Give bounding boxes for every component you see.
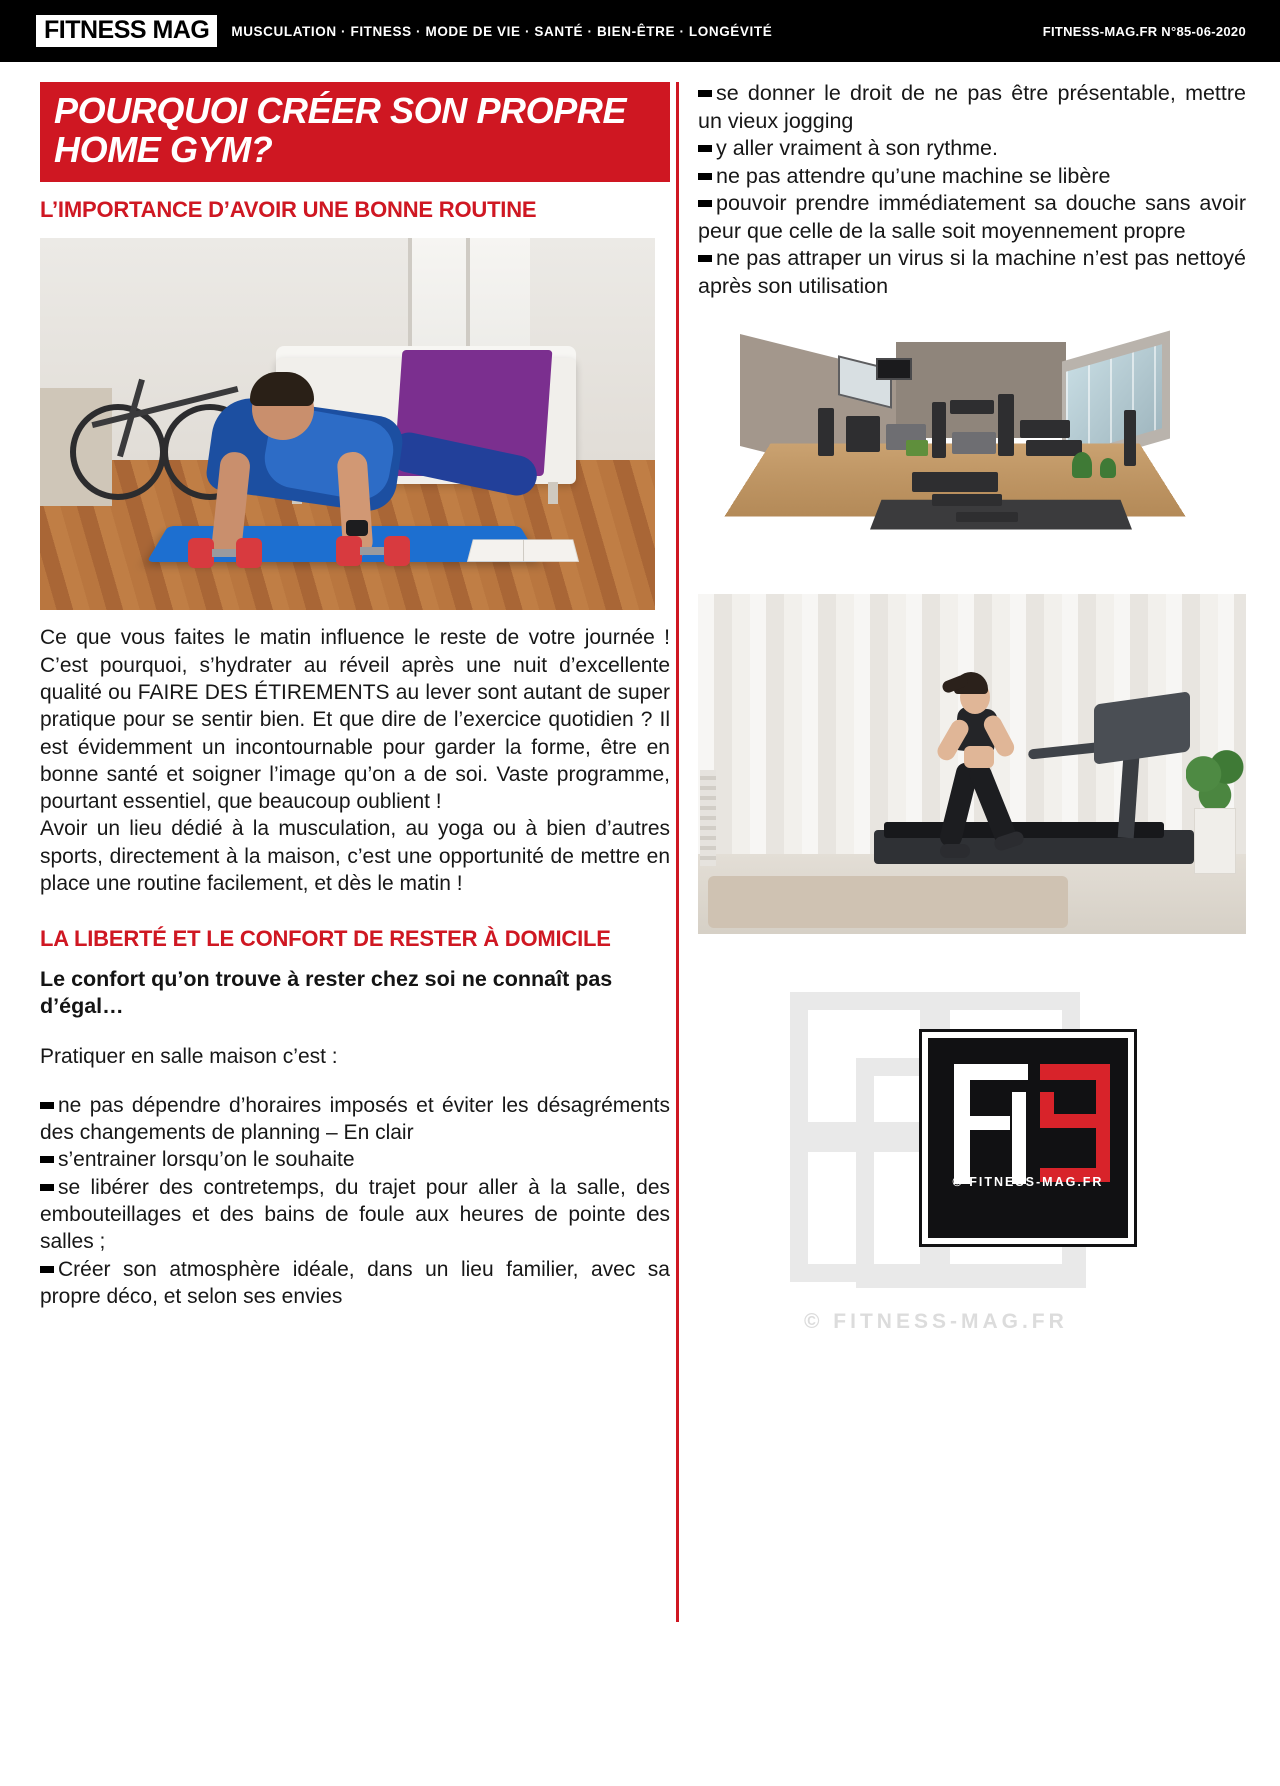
dash-bullet-icon (698, 255, 712, 262)
list-item (698, 135, 1246, 163)
list-item-text: s’entrainer lorsqu’on le souhaite (58, 1148, 355, 1172)
gym-machine (818, 408, 834, 456)
gym-tv-screen (876, 358, 912, 380)
paragraph-1: Ce que vous faites le matin influence le reste de votre journée ! C’est pourquoi, s’hydrater au réveil après une nuit d’excellente qualité ou FAIRE DES ÉTIREMENTS au lever sont autant de super pratique pour se sentir bien. Et que dire de l’exercice quotidien ? Il est évidemment un incontournable pour garder la forme, être en bonne santé et soigner l’image qu’on a de soi. Vaste programme, pourtant essentiel, que beaucoup oublient ! (40, 626, 670, 814)
list-item-text: y aller vraiment à son rythme. (716, 136, 998, 161)
gym-bench-press (912, 472, 998, 492)
hero-photo (40, 238, 655, 610)
list-item (40, 1146, 670, 1173)
runner-shoe-left (940, 844, 970, 858)
dash-bullet-icon (40, 1266, 54, 1273)
watermark-logo (790, 992, 1220, 1392)
list-item (698, 80, 1246, 135)
gym-weight-plates (956, 512, 1018, 522)
list-item-text: se libérer des contretemps, du trajet pour aller à la salle, des embouteillages et des bains de foule aux heures de pointe des salles ; (40, 1175, 670, 1254)
subheading-routine: L’IMPORTANCE D’AVOIR UNE BONNE ROUTINE (40, 196, 537, 222)
dash-bullet-icon (698, 173, 712, 180)
list-item (698, 163, 1246, 191)
bullet-list-right (698, 80, 1246, 300)
bullet-list-left (40, 1092, 670, 1310)
dash-bullet-icon (40, 1184, 54, 1191)
right-column (698, 80, 1246, 1392)
gym-rack (932, 402, 946, 458)
list-item-text: se donner le droit de ne pas être présentable, mettre un vieux jogging (698, 81, 1246, 133)
hero-sofa-leg (548, 482, 558, 504)
gym-treadmill (1026, 440, 1082, 456)
list-item (40, 1092, 670, 1147)
runner-midriff (964, 746, 994, 768)
masthead-issue: FITNESS-MAG.FR N°85-06-2020 (1042, 23, 1246, 39)
dash-bullet-icon (698, 145, 712, 152)
dash-bullet-icon (40, 1156, 54, 1163)
gym-mat (906, 440, 928, 456)
article-title-wrap (40, 82, 670, 182)
list-item-text: ne pas dépendre d’horaires imposés et éviter les désagréments des changements de planning – En clair (40, 1093, 670, 1145)
list-item-text: ne pas attendre qu’une machine se libère (716, 163, 1111, 188)
list-item (698, 245, 1246, 300)
page-body (0, 62, 1280, 1786)
brand-badge-caption: © FITNESS-MAG.FR (952, 1175, 1104, 1190)
list-item (40, 1174, 670, 1256)
treadmill-photo (698, 594, 1246, 934)
dash-bullet-icon (40, 1102, 54, 1109)
potted-plant-pot (1194, 808, 1236, 874)
dash-bullet-icon (698, 200, 712, 207)
gym-machine (846, 416, 880, 452)
list-item (40, 1256, 670, 1311)
brand-maze-mark (954, 1064, 1102, 1154)
list-intro: Pratiquer en salle maison c’est : (40, 1044, 338, 1068)
hero-wristwatch (346, 520, 368, 536)
brand-badge (922, 1032, 1134, 1244)
gym-bench (952, 432, 996, 454)
masthead (0, 0, 1280, 62)
gym-machine (998, 394, 1014, 456)
hero-dumbbell-left (188, 538, 262, 568)
page-title: POURQUOI CRÉER SON PROPRE HOME GYM? (40, 82, 670, 182)
list-item (698, 190, 1246, 245)
gym-treadmill (1020, 420, 1070, 438)
column-divider (676, 82, 679, 1622)
article-body (40, 624, 670, 897)
masthead-tagline: MUSCULATION · FITNESS · MODE DE VIE · SANTÉ · BIEN-ÊTRE · LONGÉVITÉ (231, 23, 773, 39)
lead-paragraph: Le confort qu’on trouve à rester chez soi ne connaît pas d’égal… (40, 966, 613, 1019)
gym-render-photo (698, 322, 1218, 572)
hero-open-book (467, 540, 579, 562)
list-item-text: ne pas attraper un virus si la machine n’est pas nettoyé après son utilisation (698, 246, 1246, 298)
site-logo: FITNESS MAG (36, 15, 217, 47)
potted-plant-leaves (1186, 746, 1244, 816)
list-item-text: Créer son atmosphère idéale, dans un lieu familier, avec sa propre déco, et selon ses envies (40, 1257, 670, 1308)
gym-mirror-panel (1124, 410, 1136, 466)
gym-plant (1100, 458, 1116, 478)
hero-dumbbell-right (336, 536, 410, 566)
gym-barbell (932, 494, 1002, 506)
radiator (700, 770, 716, 866)
floor-rug (708, 876, 1068, 928)
dash-bullet-icon (698, 90, 712, 97)
brand-badge-inner (940, 1050, 1116, 1198)
list-item-text: pouvoir prendre immédiatement sa douche sans avoir peur que celle de la salle soit moyennement propre (698, 191, 1246, 243)
watermark-text: © FITNESS-MAG.FR (804, 1310, 1068, 1334)
gym-rack-top (950, 400, 994, 414)
hero-man-hair (250, 372, 314, 406)
left-column (40, 82, 670, 1310)
subheading-liberte: LA LIBERTÉ ET LE CONFORT DE RESTER À DOMICILE (40, 926, 611, 952)
gym-plant (1072, 452, 1092, 478)
gym-room (726, 336, 1186, 558)
paragraph-2: Avoir un lieu dédié à la musculation, au yoga ou à bien d’autres sports, directement à la maison, c’est une opportunité de mettre en place une routine facilement, et dès le matin ! (40, 817, 670, 896)
